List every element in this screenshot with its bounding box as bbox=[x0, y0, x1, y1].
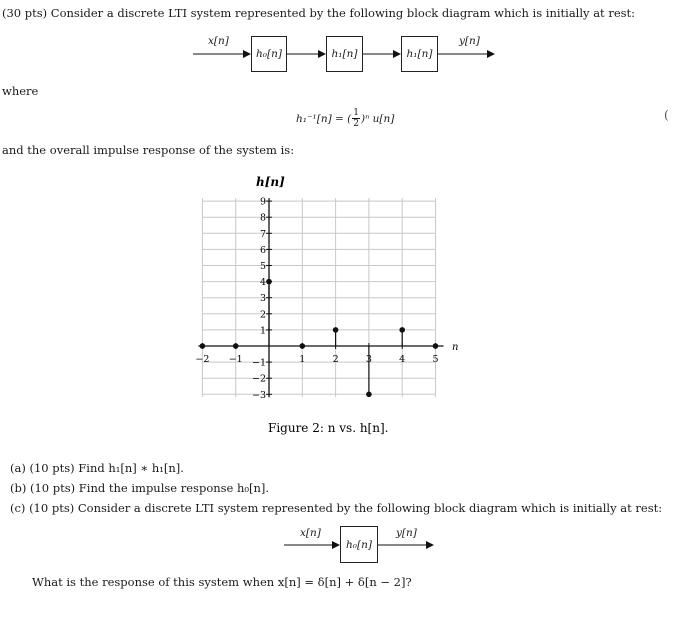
equation-rhs: )ⁿ u[n] bbox=[360, 112, 395, 125]
block-h0-system: h₀[n] bbox=[340, 526, 378, 563]
diagram-2-output-label: y[n] bbox=[396, 527, 417, 539]
part-c: (c) (10 pts) Consider a discrete LTI system represented by the following block diagram which is initially at rest: bbox=[10, 501, 663, 515]
y-tick-label: 4 bbox=[259, 277, 266, 289]
stem-point bbox=[399, 327, 405, 333]
fraction-numerator: 1 bbox=[353, 108, 359, 118]
stem-point bbox=[333, 327, 339, 333]
x-tick-label: 5 bbox=[432, 354, 439, 365]
part-b: (b) (10 pts) Find the impulse response h₀[n]. bbox=[10, 481, 270, 495]
inverse-system-equation bbox=[296, 108, 394, 129]
y-tick-label: 5 bbox=[259, 261, 266, 272]
overall-response-label: and the overall impulse response of the system is: bbox=[2, 143, 295, 157]
diagram-2-input-label: x[n] bbox=[300, 527, 321, 539]
plot-grid bbox=[202, 198, 435, 397]
stem-point bbox=[366, 392, 372, 398]
diagram-2-arrows bbox=[0, 520, 673, 570]
y-tick-label: 8 bbox=[259, 212, 266, 224]
fraction-denominator: 2 bbox=[353, 119, 359, 129]
y-tick-label: 7 bbox=[259, 228, 266, 240]
y-tick-label: 6 bbox=[259, 244, 266, 256]
x-tick-label: 4 bbox=[399, 354, 406, 365]
final-question: What is the response of this system when x[n] = δ[n] + δ[n − 2]? bbox=[32, 575, 412, 589]
x-tick-label: 1 bbox=[299, 354, 306, 365]
block-h0: h₀[n] bbox=[251, 36, 287, 72]
part-a: (a) (10 pts) Find h₁[n] ∗ h₁[n]. bbox=[10, 461, 184, 475]
equation-lhs: h₁⁻¹[n] = ( bbox=[296, 112, 352, 125]
y-tick-label: −2 bbox=[251, 373, 266, 385]
x-tick-label: −1 bbox=[228, 354, 243, 365]
y-tick-label: 2 bbox=[259, 309, 266, 321]
x-axis-label: n bbox=[452, 342, 459, 353]
x-tick-label: −2 bbox=[195, 354, 210, 365]
y-tick-label: −1 bbox=[251, 357, 266, 369]
block-h1-second: h₁[n] bbox=[401, 36, 438, 72]
plot-title: h[n] bbox=[256, 175, 285, 189]
y-tick-label: 3 bbox=[259, 293, 266, 305]
problem-intro: (30 pts) Consider a discrete LTI system represented by the following block diagram which is initially at rest: bbox=[2, 6, 636, 20]
y-tick-label: 1 bbox=[259, 325, 266, 337]
diagram-1-input-label: x[n] bbox=[208, 35, 229, 47]
edge-mark: ( bbox=[664, 108, 669, 122]
equation-fraction bbox=[352, 108, 360, 129]
y-tick-label: −3 bbox=[251, 389, 266, 401]
diagram-1-output-label: y[n] bbox=[459, 35, 480, 47]
where-label: where bbox=[2, 84, 39, 98]
y-tick-label: 9 bbox=[259, 196, 266, 208]
block-h1-first: h₁[n] bbox=[326, 36, 363, 72]
x-tick-label: 3 bbox=[365, 354, 372, 365]
figure-caption: Figure 2: n vs. h[n]. bbox=[268, 421, 389, 435]
x-tick-label: 2 bbox=[332, 354, 339, 365]
impulse-response-plot bbox=[0, 160, 673, 440]
